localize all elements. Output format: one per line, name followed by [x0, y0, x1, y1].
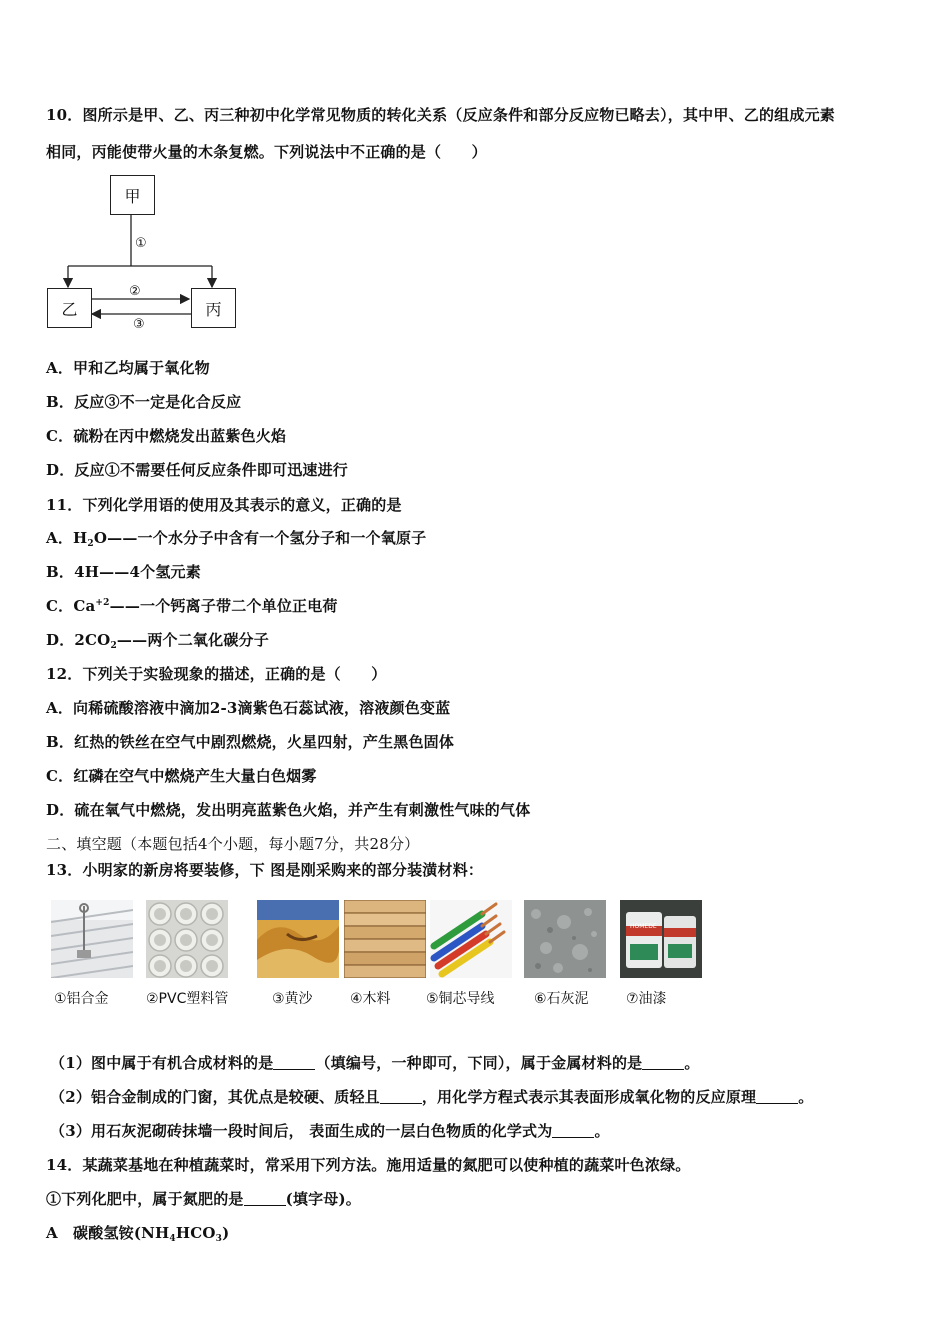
q11-option-a: A．$H_2O——$一个水分子中含有一个氢分子和一个氧原子: [46, 529, 427, 549]
section-heading: 二、填空题（本题包括4个小题，每小题7分，共28分）: [46, 835, 420, 853]
q10-option-d: D．反应①不需要任何反应条件即可迅速进行: [46, 461, 349, 479]
node-yi: 乙: [47, 288, 92, 328]
q12-option-c: C．红磷在空气中燃烧产生大量白色烟雾: [46, 767, 317, 785]
q11-stem: 11．下列化学用语的使用及其表示的意义，正确的是: [46, 496, 402, 514]
photo-paint: [620, 900, 702, 978]
label-arrow2: ②: [129, 284, 141, 299]
photo-pvc-pipe: [146, 900, 228, 978]
photo-copper-wire: [430, 900, 512, 978]
photo-sand: [257, 900, 339, 978]
q10-option-b: B．反应③不一定是化合反应: [46, 393, 242, 411]
q10-stem-line1: 10．图所示是甲、乙、丙三种初中化学常见物质的转化关系（反应条件和部分反应物已略去），其中甲、乙的组成元素: [46, 106, 835, 124]
caption-6: ⑥石灰泥: [534, 991, 589, 1007]
answer-blank[interactable]: [244, 1191, 286, 1206]
node-bing: 丙: [191, 288, 236, 328]
answer-blank[interactable]: [380, 1089, 422, 1104]
q14-sub1: ①下列化肥中，属于氮肥的是 (填字母)。: [46, 1190, 362, 1208]
caption-2: ②PVC塑料管: [146, 991, 229, 1007]
q10-stem-line2: 相同，丙能使带火量的木条复燃。下列说法中不正确的是（ ）: [46, 143, 487, 161]
q13-part3: （3）用石灰泥砌砖抹墙一段时间后， 表面生成的一层白色物质的化学式为 。: [50, 1122, 610, 1140]
label-arrow1: ①: [135, 236, 147, 251]
caption-5: ⑤铜芯导线: [426, 991, 495, 1007]
q10-option-a: A．甲和乙均属于氧化物: [46, 359, 210, 377]
q14-option-a: A 碳酸氢铵$(NH_4HCO_3)$: [46, 1224, 230, 1244]
answer-blank[interactable]: [273, 1055, 315, 1070]
q12-option-d: D．硫在氧气中燃烧，发出明亮蓝紫色火焰，并产生有刺激性气味的气体: [46, 801, 531, 819]
answer-blank[interactable]: [642, 1055, 684, 1070]
q10-option-c: C．硫粉在丙中燃烧发出蓝紫色火焰: [46, 427, 287, 445]
q11-option-d: D．$2CO_2——$两个二氧化碳分子: [46, 631, 269, 651]
q13-part1: （1）图中属于有机合成材料的是 （填编号，一种即可，下同），属于金属材料的是 。: [50, 1054, 700, 1072]
photo-aluminum-alloy: [51, 900, 133, 978]
answer-blank[interactable]: [756, 1089, 798, 1104]
photo-wood: [344, 900, 426, 978]
q13-stem: 13．小明家的新房将要装修，下 图是刚采购来的部分装潢材料：: [46, 861, 484, 879]
caption-7: ⑦油漆: [626, 991, 667, 1007]
answer-blank[interactable]: [552, 1123, 594, 1138]
photo-lime-mortar: [524, 900, 606, 978]
paint-label: HOMEDE: [630, 923, 657, 930]
q12-stem: 12．下列关于实验现象的描述，正确的是（ ）: [46, 665, 387, 683]
q13-part2: （2）铝合金制成的门窗，其优点是较硬、质轻且 ，用化学方程式表示其表面形成氧化物的反应原理 。: [50, 1088, 814, 1106]
label-arrow3: ③: [133, 317, 145, 332]
node-jia: 甲: [110, 175, 155, 215]
caption-1: ①铝合金: [54, 991, 109, 1007]
q14-stem: 14．某蔬菜基地在种植蔬菜时，常采用下列方法。施用适量的氮肥可以使种植的蔬菜叶色浓绿。: [46, 1156, 691, 1174]
q11-option-b: B．4H——4个氢元素: [46, 563, 201, 581]
caption-3: ③黄沙: [272, 991, 313, 1007]
q11-option-c: C．$Ca^{+2}——$一个钙离子带二个单位正电荷: [46, 597, 338, 615]
q12-option-a: A．向稀硫酸溶液中滴加2-3滴紫色石蕊试液，溶液颜色变蓝: [46, 699, 451, 717]
caption-4: ④木料: [350, 991, 391, 1007]
q12-option-b: B．红热的铁丝在空气中剧烈燃烧，火星四射，产生黑色固体: [46, 733, 455, 751]
